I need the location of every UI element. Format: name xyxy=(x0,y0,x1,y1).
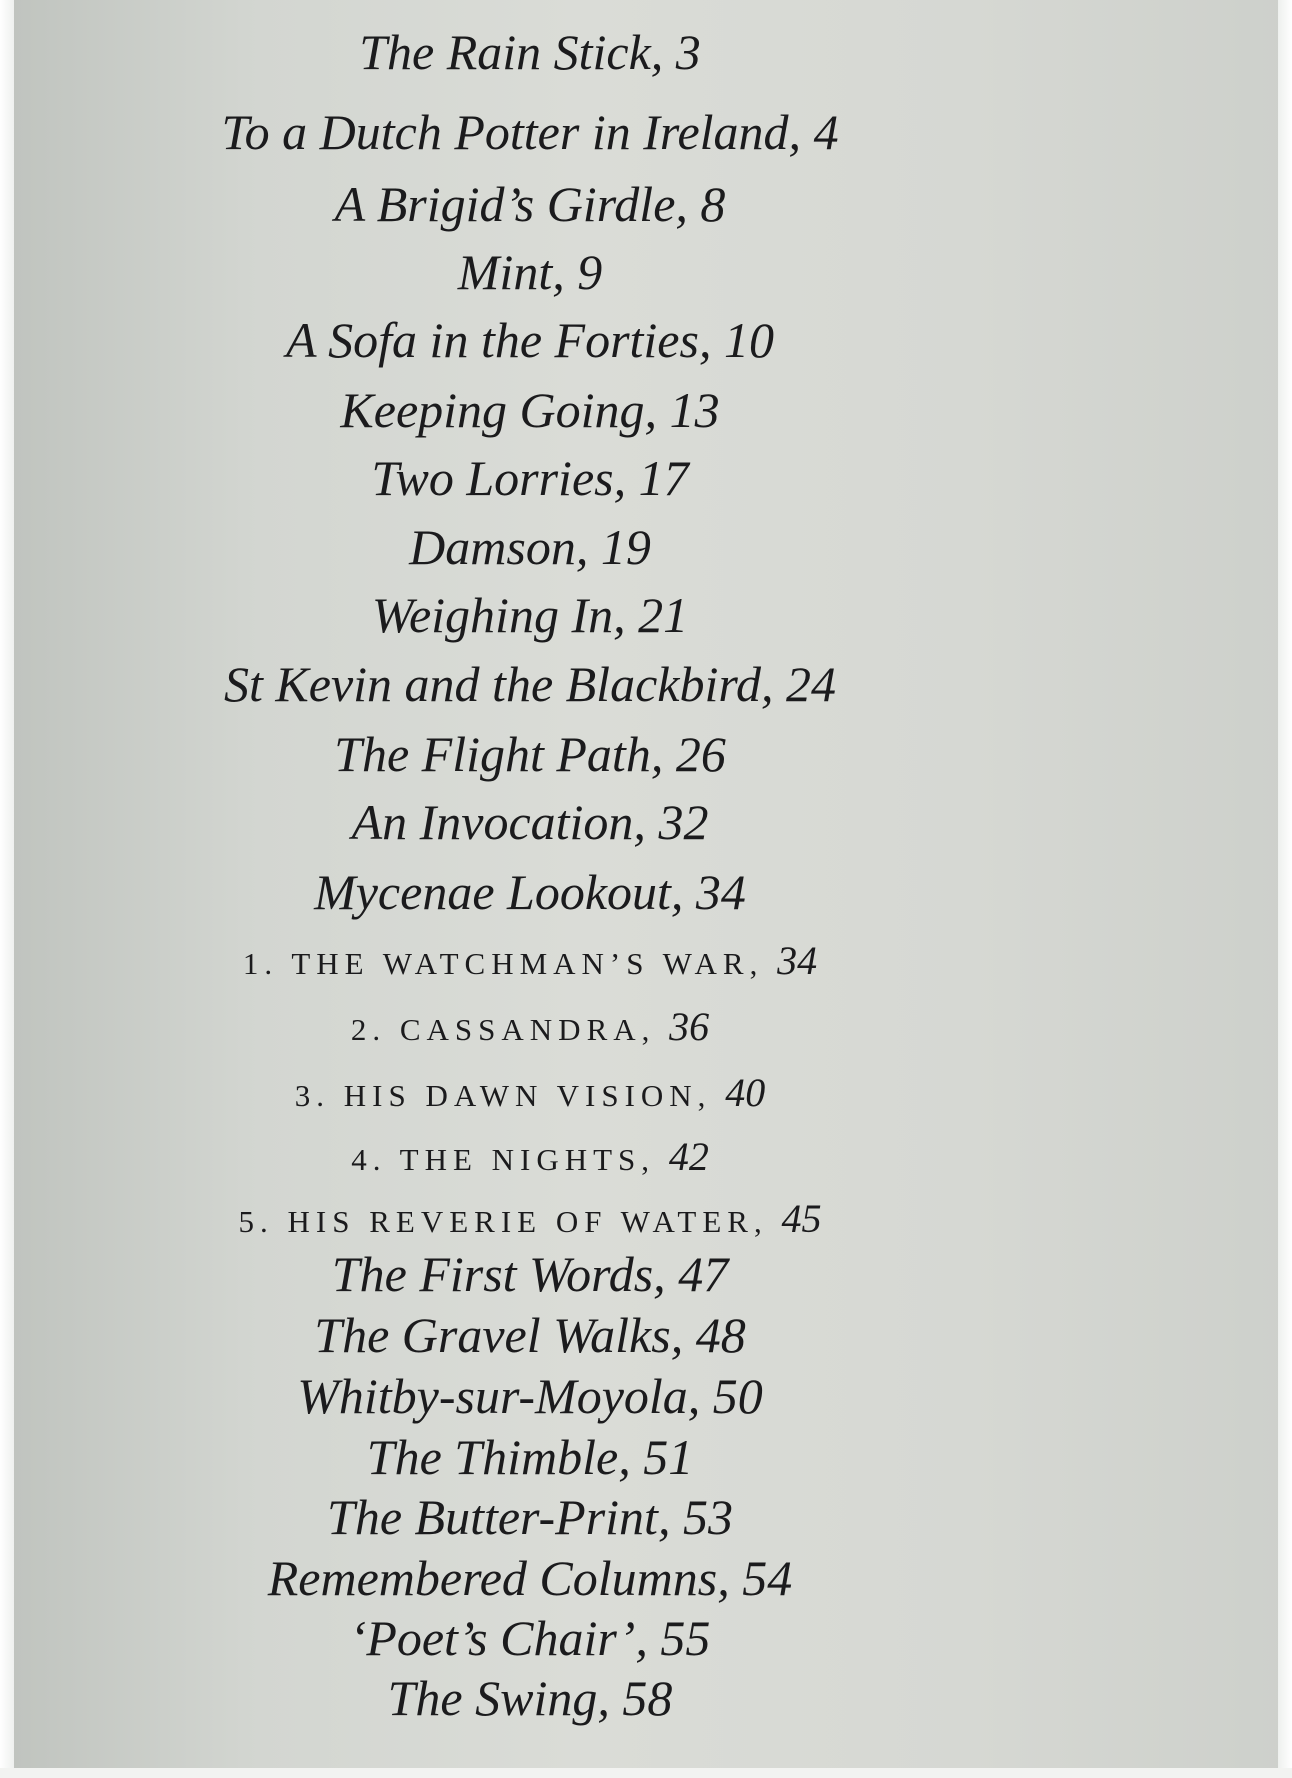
toc-entry xyxy=(130,378,930,442)
page-edge-bottom xyxy=(0,1768,1292,1778)
toc-entry xyxy=(130,20,930,84)
toc-entry xyxy=(130,1425,930,1489)
toc-subentry xyxy=(130,1002,930,1052)
entry-page-number: 47 xyxy=(678,1246,729,1302)
entry-page-number: 4 xyxy=(813,104,839,160)
entry-title: A Brigid’s Girdle, xyxy=(334,176,701,232)
entry-title: Remembered Columns, xyxy=(267,1550,743,1606)
entry-title: 3. HIS DAWN VISION, xyxy=(294,1078,726,1113)
entry-title: Whitby-sur-Moyola, xyxy=(297,1368,713,1424)
toc-entry xyxy=(130,652,930,716)
entry-page-number: 3 xyxy=(675,24,701,80)
toc-entry xyxy=(130,1546,930,1610)
toc-entry xyxy=(130,1242,930,1306)
entry-title: The First Words, xyxy=(331,1246,679,1302)
page-edge-right xyxy=(1278,0,1292,1778)
entry-title: 1. THE WATCHMAN’S WAR, xyxy=(242,946,778,981)
entry-page-number: 32 xyxy=(658,794,709,850)
toc-entry xyxy=(130,1364,930,1428)
entry-title: St Kevin and the Blackbird, xyxy=(224,656,786,712)
toc-entry xyxy=(130,722,930,786)
entry-page-number: 36 xyxy=(669,1004,710,1049)
entry-title: The Gravel Walks, xyxy=(314,1307,696,1363)
entry-title: Weighing In, xyxy=(371,587,639,643)
entry-title: The Flight Path, xyxy=(334,726,676,782)
entry-page-number: 45 xyxy=(781,1196,822,1241)
entry-title: 2. CASSANDRA, xyxy=(350,1012,670,1047)
toc-entry xyxy=(130,1485,930,1549)
toc-entry xyxy=(130,860,930,924)
toc-entry xyxy=(130,100,930,164)
toc-entry xyxy=(130,308,930,372)
entry-title: To a Dutch Potter in Ireland, xyxy=(221,104,814,160)
entry-page-number: 21 xyxy=(638,587,689,643)
entry-page-number: 17 xyxy=(638,450,689,506)
entry-page-number: 40 xyxy=(725,1070,766,1115)
toc-entry xyxy=(130,240,930,304)
toc-entry xyxy=(130,790,930,854)
entry-page-number: 55 xyxy=(660,1610,711,1666)
entry-page-number: 51 xyxy=(643,1429,694,1485)
entry-page-number: 42 xyxy=(668,1134,709,1179)
toc-entry xyxy=(130,1666,930,1730)
toc-entry xyxy=(130,1303,930,1367)
entry-title: Mint, xyxy=(457,244,578,300)
toc-subentry xyxy=(130,936,930,986)
entry-title: 5. HIS REVERIE OF WATER, xyxy=(238,1204,782,1239)
toc-entry xyxy=(130,515,930,579)
entry-page-number: 19 xyxy=(600,519,651,575)
toc-subentry xyxy=(130,1068,930,1118)
entry-page-number: 34 xyxy=(777,938,818,983)
toc-entry xyxy=(130,1606,930,1670)
entry-page-number: 24 xyxy=(785,656,836,712)
entry-page-number: 9 xyxy=(577,244,603,300)
entry-page-number: 26 xyxy=(675,726,726,782)
entry-title: The Rain Stick, xyxy=(359,24,676,80)
entry-page-number: 54 xyxy=(742,1550,793,1606)
entry-page-number: 34 xyxy=(695,864,746,920)
entry-title: Damson, xyxy=(409,519,601,575)
entry-page-number: 58 xyxy=(622,1670,673,1726)
toc-entry xyxy=(130,446,930,510)
entry-page-number: 53 xyxy=(682,1489,733,1545)
entry-title: A Sofa in the Forties, xyxy=(286,312,724,368)
toc-subentry xyxy=(130,1132,930,1182)
entry-page-number: 48 xyxy=(695,1307,746,1363)
entry-page-number: 8 xyxy=(700,176,726,232)
entry-title: The Butter-Print, xyxy=(327,1489,683,1545)
entry-title: Mycenae Lookout, xyxy=(314,864,696,920)
entry-title: ‘Poet’s Chair’, xyxy=(349,1610,661,1666)
entry-title: Keeping Going, xyxy=(340,382,670,438)
toc-entry xyxy=(130,583,930,647)
entry-title: 4. THE NIGHTS, xyxy=(351,1142,669,1177)
entry-page-number: 13 xyxy=(669,382,720,438)
toc-subentry xyxy=(130,1194,930,1244)
toc-entry xyxy=(130,172,930,236)
entry-page-number: 10 xyxy=(723,312,774,368)
entry-page-number: 50 xyxy=(712,1368,763,1424)
entry-title: An Invocation, xyxy=(351,794,659,850)
entry-title: Two Lorries, xyxy=(371,450,639,506)
page-edge-left xyxy=(0,0,14,1778)
entry-title: The Thimble, xyxy=(366,1429,644,1485)
entry-title: The Swing, xyxy=(387,1670,623,1726)
